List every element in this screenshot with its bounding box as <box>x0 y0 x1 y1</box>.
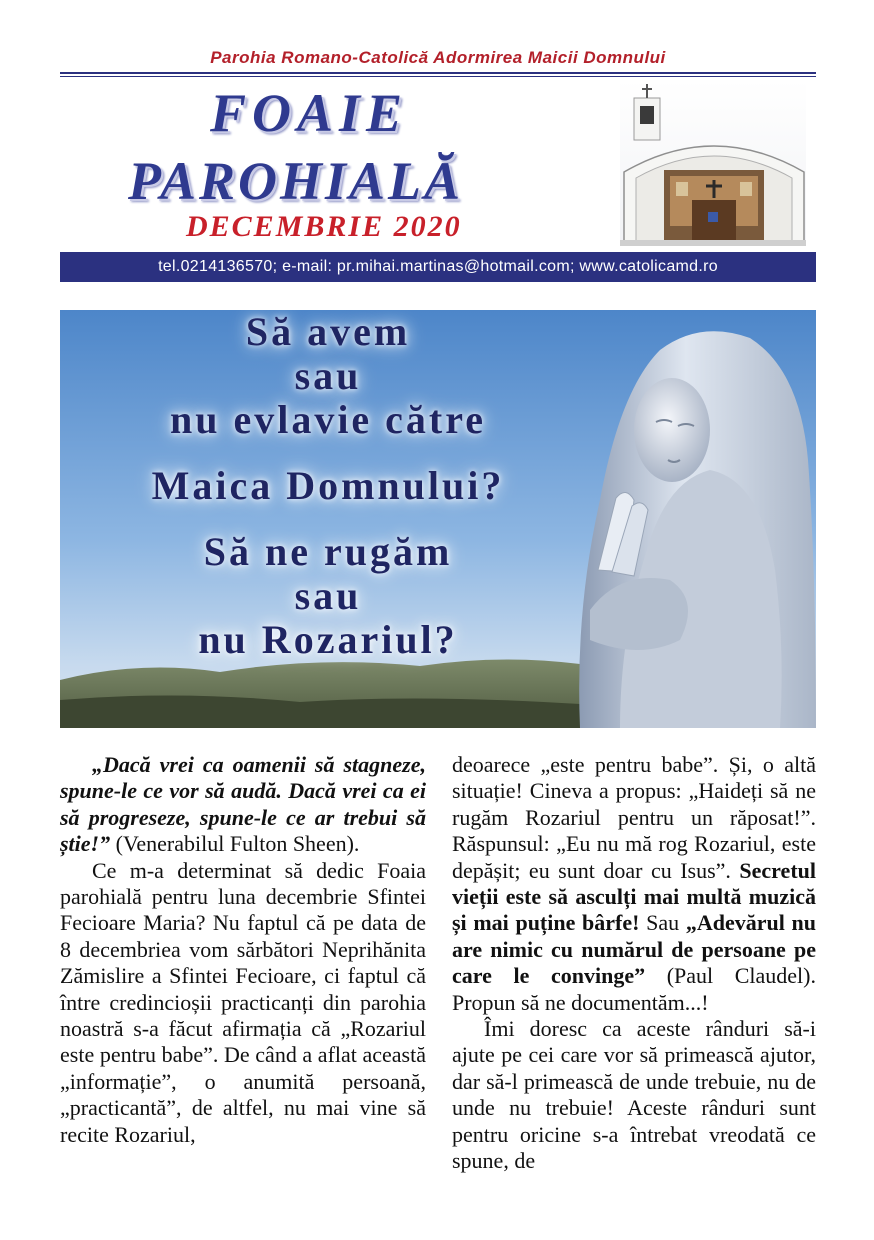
headline-line: Să avem <box>245 310 411 354</box>
text-run: deoarece „este pentru babe”. Și, o altă situație! Cineva a propus: „Haideți să ne rugăm Rozariul pentru un răposat!”. Răspunsul: „Eu nu mă rog Rozariul, este depășit; eu sunt doar cu Isus”. <box>452 752 816 883</box>
opening-quote: „Dacă vrei ca oamenii să stagneze, spune-le ce vor să audă. Dacă vrei ca ei să progreseze, spune-le ce ar trebui să știe!” <box>60 752 426 857</box>
bold-text-run: „Adevărul nu are nimic cu numărul de persoane pe care le convinge” <box>452 910 816 989</box>
bold-text-run: Secretul vieții este să asculți mai multă muzică și mai puține bârfe! <box>452 857 816 936</box>
header-rule-thin <box>60 76 816 77</box>
hero-headline <box>78 310 578 662</box>
issue-date: DECEMBRIE 2020 <box>186 210 462 243</box>
title-line-2: PAROHIALĂ <box>128 151 464 211</box>
church-photo <box>620 80 806 246</box>
parish-name: Parohia Romano-Catolică Adormirea Maicii Domnului <box>210 48 666 67</box>
headline-line: Să ne rugăm <box>203 529 453 574</box>
text-run: Sau <box>639 910 686 936</box>
headline-line: Maica Domnului? <box>151 463 505 508</box>
quote-source: (Venerabilul Fulton Sheen). <box>110 831 360 857</box>
article-column-right <box>452 752 816 1175</box>
title-line-1: FOAIE <box>210 83 409 143</box>
text-run: (Paul Claudel). Propun să ne documentăm...! <box>452 963 816 1015</box>
header-rule <box>60 72 816 74</box>
headline-spacer <box>78 442 578 464</box>
contact-text: tel.0214136570; e-mail: pr.mihai.martinas@hotmail.com; www.catolicamd.ro <box>158 258 718 275</box>
article-paragraph: Îmi doresc ca aceste rânduri să-i ajute pe cei care vor să primească ajutor, dar să-l primească de unde trebuie, nu de unde nu trebuie! Aceste rânduri sunt pentru oricine s-a întrebat vreodată ce spune, de <box>452 1016 816 1174</box>
article-column-left <box>60 752 426 1148</box>
headline-spacer <box>78 508 578 530</box>
hero-banner <box>60 310 816 728</box>
article-paragraph <box>452 752 816 1016</box>
article-paragraph: Ce m-a determinat să dedic Foaia parohială pentru luna decembrie Sfintei Fecioare Maria? Nu faptul că pe data de 8 decembriea vom sărbători Neprihănita Zămislire a Sfintei Fecioare, ci faptul că între credincioșii practicanți din parohia noastră s-a făcut afirmația că „Rozariul este pentru babe”. De când a aflat această „informație”, o anumită persoană, „practicantă”, de altfel, nu mai vine să recite Rozariul, <box>60 857 426 1147</box>
headline-line: sau <box>294 353 362 398</box>
contact-bar <box>60 252 816 282</box>
quote-paragraph <box>60 752 426 858</box>
headline-line: nu Rozariul? <box>198 617 458 662</box>
headline-line: nu evlavie către <box>169 397 487 442</box>
headline-line: sau <box>294 573 362 618</box>
